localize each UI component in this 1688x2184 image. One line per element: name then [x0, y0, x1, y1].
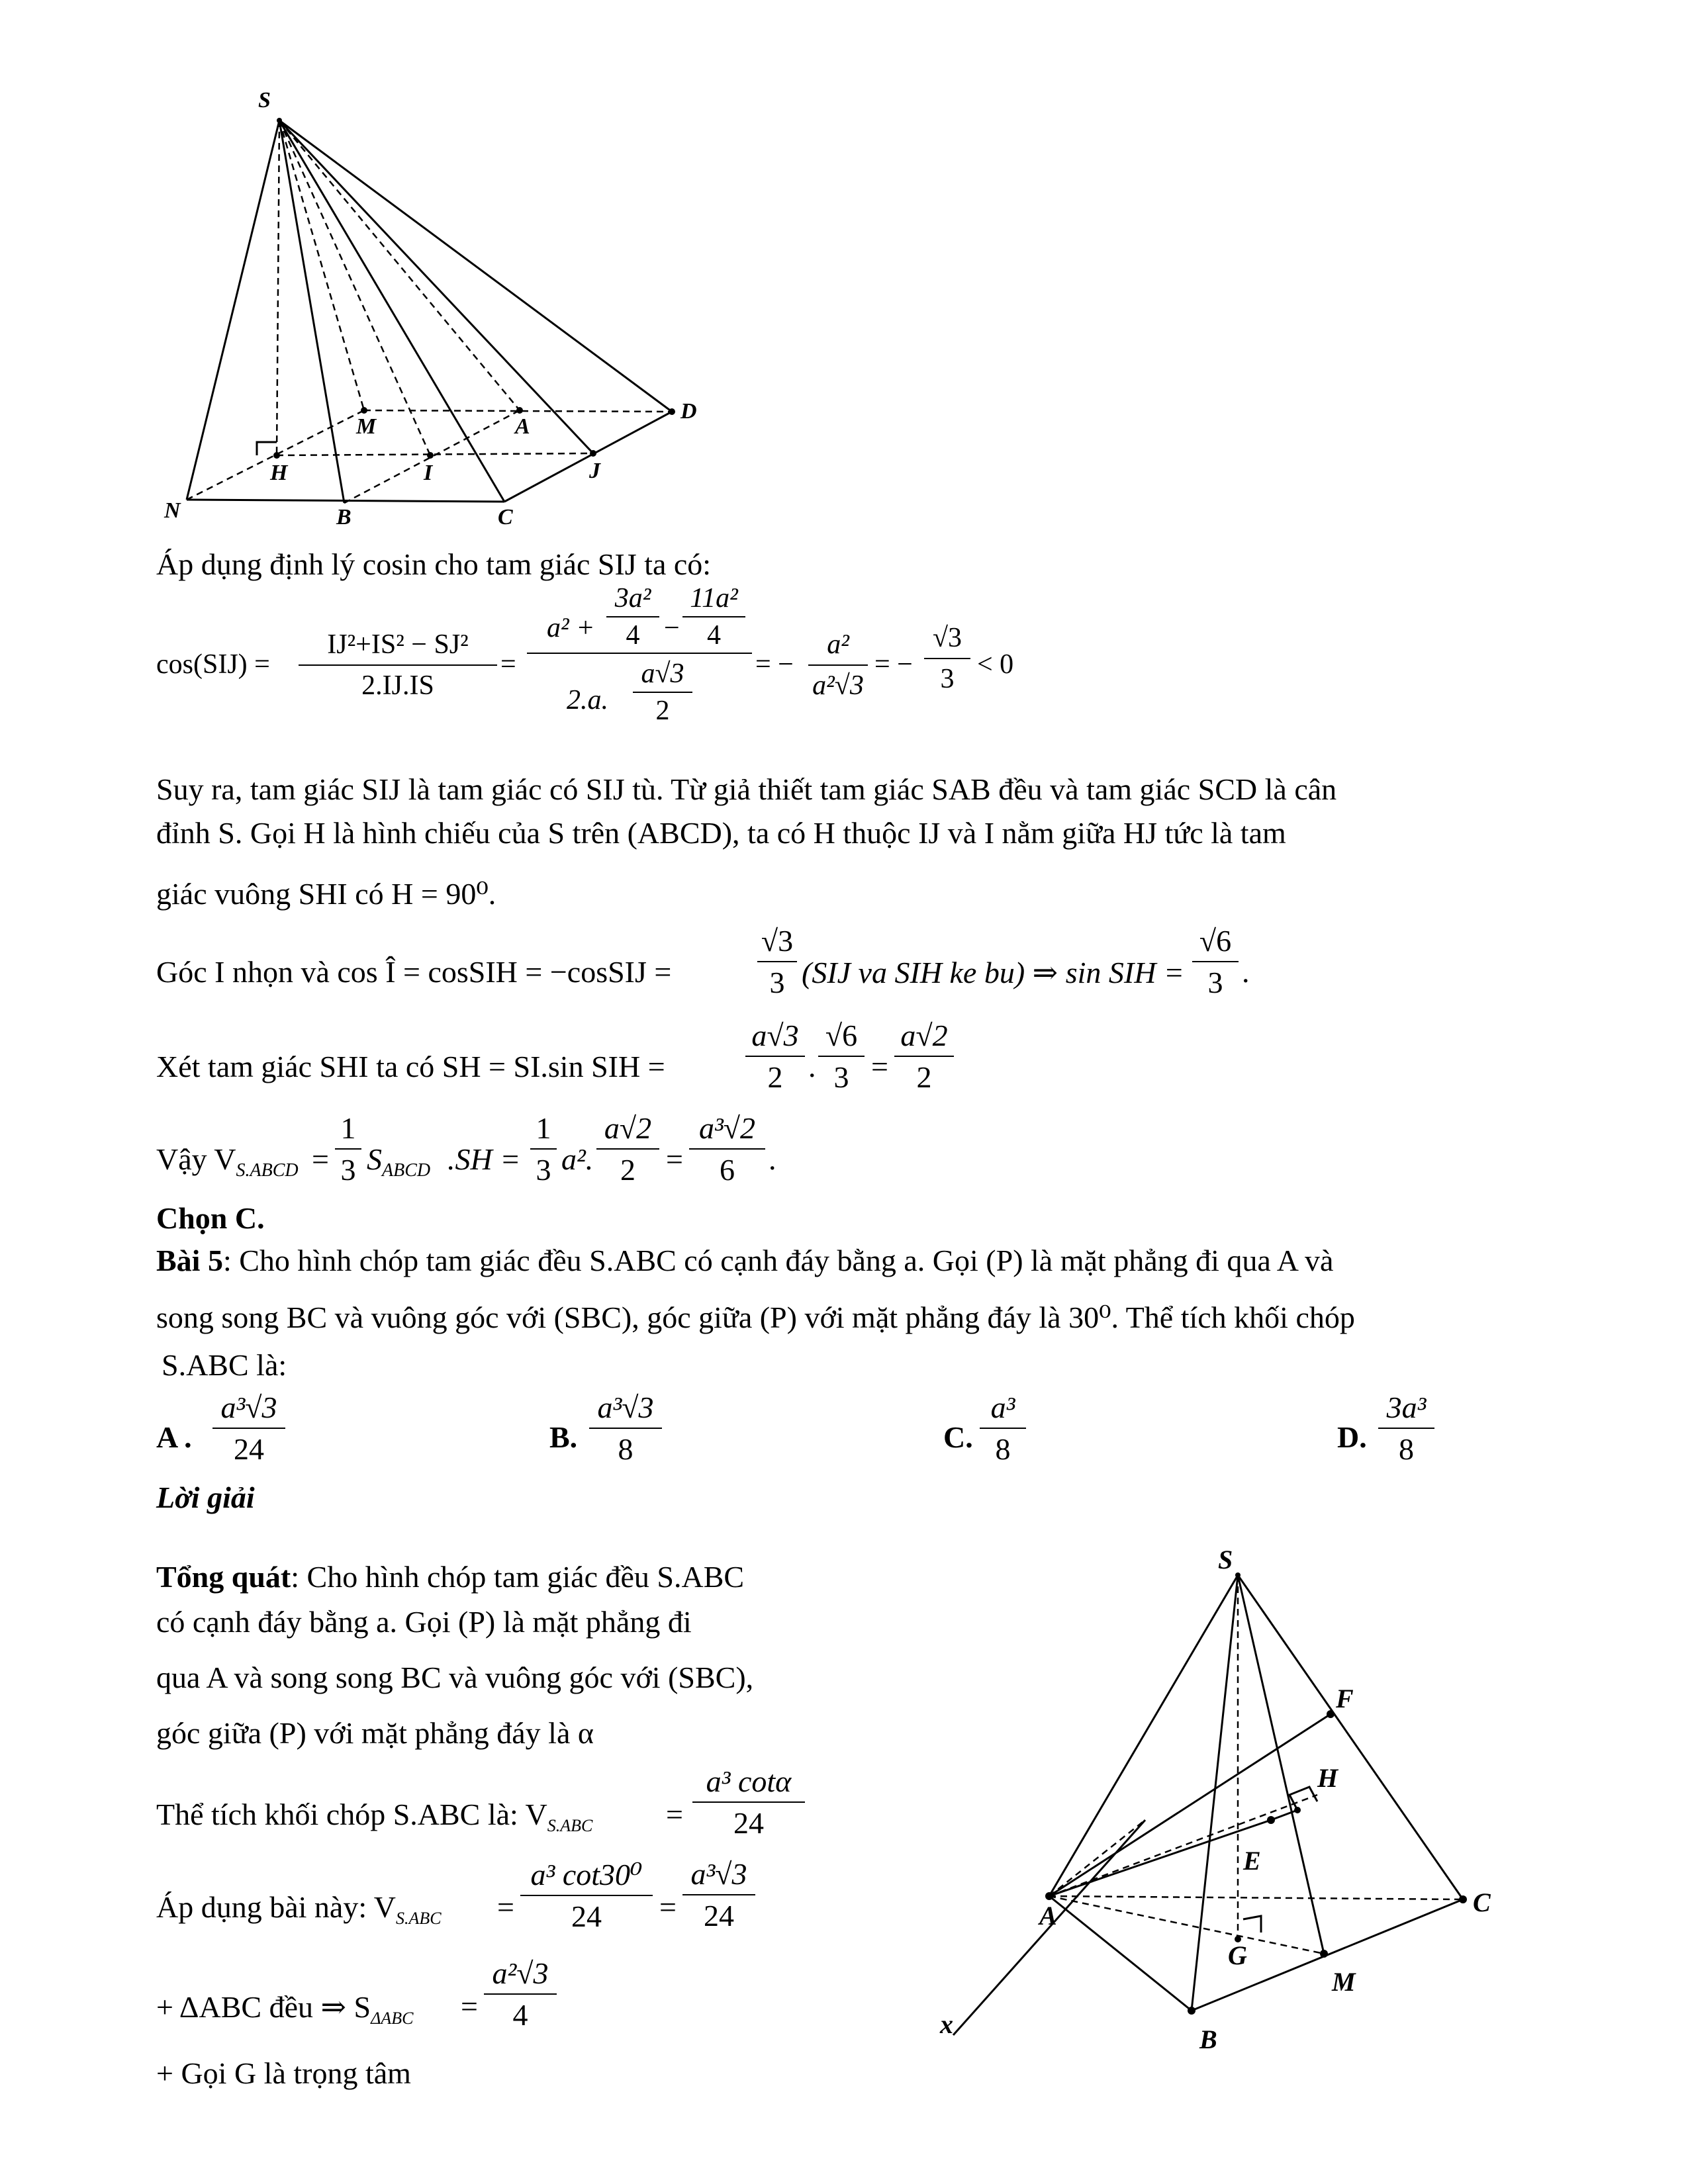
goc-text-a: Góc I nhọn và cos Î = cosSIH = −cosSIJ =: [156, 955, 672, 989]
apply-formula: Áp dụng bài này: $V_{S.ABC}$ = a³ cot30⁰ 24 = a³√3 24: [156, 1853, 884, 1939]
pyramid-figure-2: [927, 1549, 1523, 2085]
vay-line: Vậy $V_{S.ABCD}$ = 1 3 $S_{ABCD}$ .SH = 1 3 a². a√2 2 = a³√2 6 .: [156, 1111, 776, 1187]
vol-num: a³ cotα: [706, 1764, 792, 1798]
option-c-label: C.: [943, 1420, 973, 1454]
option-a-den: 24: [234, 1432, 264, 1466]
ap-text: Áp dụng bài này: V: [156, 1890, 397, 1924]
abc-num: a²√3: [492, 1956, 549, 1990]
vay-f2-num: 1: [536, 1111, 551, 1145]
xet-f1-den: 2: [767, 1060, 783, 1094]
frac4-den: 3: [940, 664, 955, 694]
vol-den: 24: [733, 1806, 764, 1840]
vay-eq: =: [312, 1142, 329, 1176]
f2-num-a: a² +: [547, 613, 595, 643]
vay-sub-a: S.ABCD: [236, 1160, 299, 1181]
bai5-line2: song song BC và vuông góc với (SBC), góc giữa (P) với mặt phẳng đáy là 30⁰. Thể tích khối chóp: [156, 1300, 1355, 1334]
tongquat-line2: có cạnh đáy bằng a. Gọi (P) là mặt phẳng đi: [156, 1605, 692, 1639]
goc-g-num: √6: [1199, 924, 1232, 958]
pyramid-figure-1: [159, 79, 728, 536]
label-d: D: [680, 399, 697, 424]
label-s: S: [258, 88, 271, 113]
option-d-label: D.: [1337, 1420, 1367, 1454]
vay-f1-den: 3: [340, 1153, 356, 1187]
goc-f-num: √3: [761, 924, 794, 958]
para1-line3: giác vuông SHI có H = 90⁰.: [156, 877, 496, 911]
cos-lhs: cos(SIJ) =: [156, 649, 270, 680]
vay-f4-num: a³√2: [698, 1111, 756, 1145]
abc-sub: ΔABC: [371, 2009, 414, 2028]
option-c-num: a³: [990, 1390, 1015, 1424]
chon-c: Chọn C.: [156, 1201, 265, 1235]
xet-f3-num: a√2: [900, 1019, 948, 1052]
label2-m: M: [1332, 1967, 1356, 1997]
vay-text-e: a².: [561, 1142, 594, 1176]
frac4-num: √3: [932, 623, 962, 653]
vay-f3-num: a√2: [604, 1111, 652, 1145]
bai5-line1: : Cho hình chóp tam giác đều S.ABC có cạnh đáy bằng a. Gọi (P) là mặt phẳng đi qua A và: [222, 1244, 1334, 1277]
xet-line: Xét tam giác SHI ta có SH = SI.sin SIH = a√3 2 . √6 3 = a√2 2: [156, 1013, 1083, 1105]
xet-f2-num: √6: [825, 1019, 858, 1052]
vay-f3-den: 2: [620, 1153, 635, 1187]
xet-text: Xét tam giác SHI ta có SH = SI.sin SIH =: [156, 1050, 665, 1083]
frac1-num: IJ²+IS² − SJ²: [327, 629, 469, 660]
label2-g: G: [1228, 1940, 1247, 1970]
label-i: I: [424, 461, 433, 485]
label-b: B: [336, 505, 352, 529]
label-h: H: [270, 461, 288, 485]
option-b-num: a³√3: [597, 1390, 654, 1424]
vay-f4-den: 6: [720, 1153, 735, 1187]
label-j: J: [589, 459, 600, 483]
option-c[interactable]: [943, 1390, 1208, 1476]
label-a: A: [515, 414, 530, 439]
frac3-num: a²: [827, 629, 849, 660]
goc-text-b: (SIJ va SIH ke bu) ⇒ sin SIH =: [802, 956, 1184, 989]
frac1-den: 2.IJ.IS: [361, 670, 434, 701]
f2-den-b-den: 2: [655, 696, 670, 726]
label-n: N: [164, 498, 181, 523]
cos-tail: < 0: [977, 649, 1014, 680]
xet-f3-den: 2: [916, 1060, 932, 1094]
f2-num-b-num: 3a²: [614, 583, 651, 614]
ap-sub: S.ABC: [396, 1909, 442, 1929]
bai5-line3: S.ABC là:: [162, 1348, 287, 1382]
option-d-num: 3a³: [1386, 1390, 1427, 1424]
vay-text-c: S: [367, 1142, 382, 1176]
tongquat-line4: góc giữa (P) với mặt phẳng đáy là α: [156, 1716, 594, 1750]
abc-den: 4: [512, 1998, 528, 2032]
f2-den-a: 2.a.: [567, 685, 608, 715]
goc-line: Góc I nhọn và cos Î = cosSIH = −cosSIJ = √3 3 (SIJ va SIH ke bu) ⇒ sin SIH = √6 3 .: [156, 924, 1250, 999]
ap-f2-den: 24: [704, 1899, 734, 1933]
label2-b: B: [1199, 2025, 1217, 2054]
label2-f: F: [1336, 1684, 1354, 1713]
vay-f2-den: 3: [536, 1153, 551, 1187]
f2-num-c-num: 11a²: [690, 583, 738, 614]
para1-line1: Suy ra, tam giác SIJ là tam giác có SIJ tù. Từ giả thiết tam giác SAB đều và tam giác SCD là cân: [156, 772, 1337, 806]
f2-num-c-den: 4: [707, 620, 721, 651]
option-d[interactable]: [1337, 1390, 1536, 1476]
vol-text: Thể tích khối chóp S.ABC là: V: [156, 1797, 547, 1831]
vol-sub: S.ABC: [547, 1816, 593, 1836]
option-c-den: 8: [995, 1432, 1011, 1466]
xet-f1-num: a√3: [751, 1019, 799, 1052]
vay-sub-c: ABCD: [382, 1160, 431, 1181]
label2-s: S: [1218, 1549, 1233, 1574]
tongquat-title: Tổng quát: [156, 1560, 291, 1594]
option-a[interactable]: [156, 1390, 421, 1476]
option-b[interactable]: [549, 1390, 814, 1476]
goc-f-den: 3: [769, 966, 785, 999]
vay-text-a: Vậy V: [156, 1142, 236, 1176]
loi-giai: Lời giải: [156, 1480, 255, 1514]
label2-e: E: [1243, 1846, 1261, 1876]
tongquat-line3: qua A và song song BC và vuông góc với (SBC),: [156, 1661, 754, 1694]
ap-f2-num: a³√3: [690, 1857, 747, 1891]
option-a-label: A .: [156, 1420, 192, 1454]
ap-f1-den: 24: [571, 1899, 602, 1933]
f2-num-b-den: 4: [626, 620, 640, 651]
label-m: M: [356, 414, 377, 439]
goi-g: + Gọi G là trọng tâm: [156, 2056, 411, 2090]
frac3-den: a²√3: [812, 670, 864, 701]
ap-f1-num: a³ cot30⁰: [530, 1858, 643, 1891]
abc-area: + ΔABC đều ⇒ $S_{\Delta ABC}$ = a²√3 4: [156, 1952, 884, 2038]
tongquat-line1: : Cho hình chóp tam giác đều S.ABC: [291, 1560, 745, 1594]
volume-formula: Thể tích khối chóp S.ABC là: $V_{S.ABC}$ = a³ cotα 24: [156, 1760, 884, 1846]
vay-text-d: .SH =: [447, 1142, 521, 1176]
option-a-num: a³√3: [220, 1390, 277, 1424]
label-c: C: [498, 505, 513, 529]
f2-den-b-num: a√3: [641, 659, 684, 689]
label2-c: C: [1473, 1888, 1491, 1917]
para1-line2: đỉnh S. Gọi H là hình chiếu của S trên (ABCD), ta có H thuộc IJ và I nằm giữa HJ tức là tam: [156, 816, 1286, 850]
option-d-den: 8: [1399, 1432, 1414, 1466]
label2-a: A: [1039, 1901, 1057, 1931]
option-b-label: B.: [549, 1420, 578, 1454]
xet-f2-den: 3: [833, 1060, 849, 1094]
vay-f1-num: 1: [340, 1111, 356, 1145]
option-b-den: 8: [618, 1432, 633, 1466]
label2-h: H: [1317, 1763, 1338, 1793]
goc-g-den: 3: [1207, 966, 1223, 999]
intro-text: Áp dụng định lý cosin cho tam giác SIJ ta có:: [156, 547, 712, 581]
abc-text: + ΔABC đều ⇒ S: [156, 1990, 371, 2024]
label2-x: x: [940, 2009, 953, 2039]
cos-formula: cos(SIJ) = IJ²+IS² − SJ² 2.IJ.IS = a² + 3a² 4 − 11a² 4 2.a. a√3 2 = − a² a²√3 = − √3 3 < 0: [156, 583, 1014, 726]
bai5-title: Bài 5: [156, 1244, 223, 1277]
